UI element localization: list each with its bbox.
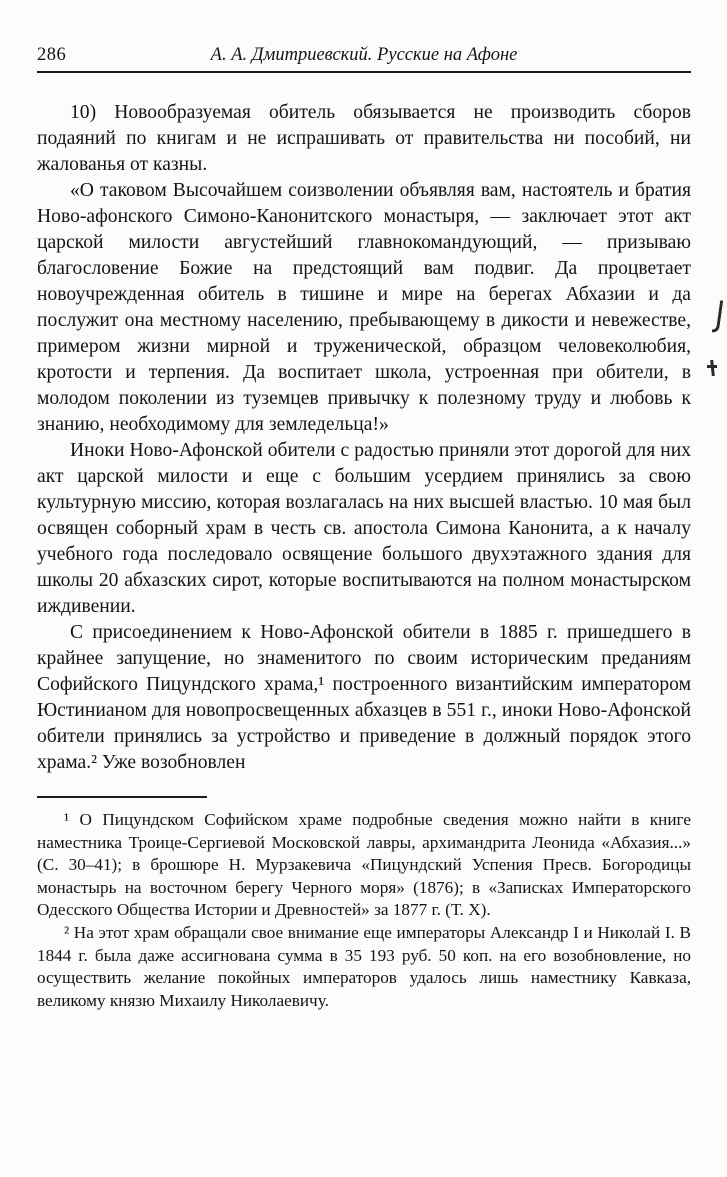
page-number: 286 <box>37 45 67 65</box>
footnote-2: ² На этот храм обращали свое внимание еще императоры Александр I и Николай I. В 1844 г. была даже ассигнована сумма в 35 193 руб. 50 коп. на его возобновление, но осуществить желание покойных императоров удалось лишь наместнику Кавказа, великому князю Михаилу Николаевичу. <box>37 922 691 1010</box>
page-header <box>37 42 691 68</box>
body-text <box>37 100 691 776</box>
header-rule <box>37 71 691 73</box>
scan-artifact-mark <box>712 300 724 334</box>
footnotes <box>37 809 691 1012</box>
paragraph-3: Иноки Ново-Афонской обители с радостью приняли этот дорогой для них акт царской милости и еще с большим усердием принялись за свою культурную миссию, которая возлагалась на них высшей властью. 10 мая был освящен соборный храм в честь св. апостола Симона Канонита, а к началу учебного года последовало освящение большого двухэтажного здания для школы 20 абхазских сирот, которые воспитываются на полном монастырском иждивении. <box>37 440 691 617</box>
footnote-1: ¹ О Пицундском Софийском храме подробные сведения можно найти в книге наместника Троице-Сергиевой Московской лавры, архимандрита Леонида «Абхазия...» (С. 30–41); в брошюре Н. Мурзакевича «Пицундский Успения Пресв. Богородицы монастырь на восточном берегу Черного моря» (1876); в «Записках Императорского Одесского Общества Истории и Древностей» за 1877 г. (Т. X). <box>37 810 691 920</box>
scan-artifact-mark <box>707 360 717 376</box>
paragraph-2: «О таковом Высочайшем соизволении объявляя вам, настоятель и братия Ново-афонского Симоно-Канонитского монастыря, — заключает этот акт царской милости августейший главнокомандующий, — призываю благословение Божие на предстоящий вам подвиг. Да процветает новоучрежденная обитель в тишине и мире на берегах Абхазии и да послужит она местному населению, пребывающему в дикости и невежестве, примером жизни мирной и труженической, образцом человеколюбия, кротости и терпения. Да воспитает школа, устроенная при обители, в молодом поколении из туземцев привычку к полезному труду и любовь к знанию, необходимому для земледельца!» <box>37 180 691 435</box>
running-title: А. А. Дмитриевский. Русские на Афоне <box>210 45 518 65</box>
footnote-separator-rule <box>37 796 207 798</box>
paragraph-1: 10) Новообразуемая обитель обязывается не производить сборов подаяний по книгам и не испрашивать от правительства ни пособий, ни жалованья от казны. <box>37 102 691 175</box>
paragraph-4: С присоединением к Ново-Афонской обители в 1885 г. пришедшего в крайнее запущение, но знаменитого по своим историческим преданиям Софийского Пицундского храма,¹ построенного византийским императором Юстинианом для новопросвещенных абхазцев в 551 г., иноки Ново-Афонской обители принялись за устройство и приведение в должный порядок этого храма.² Уже возобновлен <box>37 622 691 773</box>
